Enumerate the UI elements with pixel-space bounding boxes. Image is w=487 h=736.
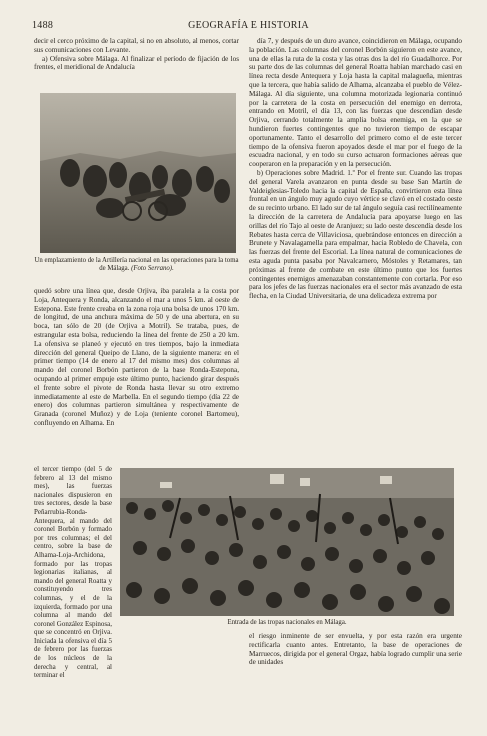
- malaga-entry-photo-image: [120, 468, 454, 616]
- running-head: GEOGRAFÍA E HISTORIA: [188, 20, 309, 31]
- paragraph: a) Ofensiva sobre Málaga. Al finalizar el período de fijación de los frentes, el meridional de Andalucía: [34, 54, 239, 72]
- artillery-photo: [40, 93, 236, 253]
- left-column-top: [34, 37, 239, 72]
- artillery-photo-caption: [34, 257, 239, 273]
- page-number: 1488: [32, 20, 54, 31]
- page-header: [32, 20, 465, 34]
- malaga-entry-photo: [120, 468, 454, 616]
- caption-text: Un emplazamiento de la Artillería nacional en las operaciones para la toma de Málaga.: [34, 257, 239, 272]
- paragraph: b) Operaciones sobre Madrid. 1.º Por el frente sur. Cuando las tropas del general Varela avanzaron en punta desde su base San Martín de Valdeiglesias-Toledo hacia la capital de España, convirtieron esta línea frontal en un ángulo muy agudo cuyo vértice se clavó en el costado oeste de su recinto urbano. El lado sur de tal ángulo seguía casi rectilíneamente la dirección de la carretera de Andalucía para apoyarse luego en las orillas del río Tajo al oeste de Aranjuez; su lado oeste descendía desde los Rebates hasta cerca de Villaviciosa, quebrándose entonces en dirección a Brunete y Navalagamella para empalmar, hacia Robledo de Chavela, con las fuerzas del frente del Escorial. La línea natural de comunicaciones de esta aguda punta pasaba por Navalcarnero, Móstoles y Retamares, tan próximas al frente de combate en este último punto que los fuertes contingentes enemigos amenazaban constantemente con cortarla. Por eso para los jefes de las fuerzas nacionales era el sector más avanzado de esta flecha, en la Ciudad Universitaria, de una delicadeza extrema por: [249, 168, 462, 301]
- paragraph: quedó sobre una línea que, desde Orjiva, iba paralela a la costa por Loja, Antequera y Ronda, alcanzando el mar a unos 5 km. al oeste de Estepona. Este frente creaba en la zona roja una bolsa de unos 170 km. de longitud, de una anchura máxima de 50 y de una abertura, en su boca, tan sólo de 20 (de Orjiva a Motril). Se trataba, pues, de estrangular esta bolsa, reduciendo la línea del frente de 250 a 20 km. La ofensiva se planeó y ejecutó en tres tiempos, bajo la inmediata dirección del general Queipo de Llano, de la siguiente manera: en el primer tiempo (14 de enero al 17 del mismo mes) dos columnas al mando del coronel Borbón partieron de la base Ronda-Estepona, ocupando al primer empuje este último punto, haciendo girar después el frente sobre el pivote de Ronda hasta llevar su otro extremo inmediatamente al este de Marbella. En el segundo tiempo (día 22 de enero) dos columnas partieron simultánea y respectivamente de Granada (coronel Muñoz) y de Loja (teniente coronel Bartomeu), confluyendo en Alhama. En: [34, 287, 239, 427]
- paragraph: decir el cerco próximo de la capital, si no en absoluto, al menos, cortar sus comunicaciones con Levante.: [34, 37, 239, 54]
- malaga-entry-photo-caption: [120, 619, 454, 627]
- paragraph: día 7, y después de un duro avance, coincidieron en Málaga, ocupando la población. Las columnas del coronel Borbón siguieron en este avance, una de ellas la ruta de la costa y las otras dos la del río Guadalhorce. Por su parte dos de las columnas del general Roatta habían marchado casi en línea recta desde Antequera y Loja hasta la capital malagueña, mientras que la tercera, que había salido de Alhama, alcanzaba el pueblo de Vélez-Málaga. Al día siguiente, una columna motorizada legionaria continuó por la carretera de la costa en persecución del enemigo en derrota, entrando en Motril, el día 13, con las fuerzas que descendían desde Orjiva, cerrando totalmente la amplia bolsa enemiga, en la que se hundieron fuertes contingentes que no tuvieron tiempo de escapar oportunamente. Tanto el desarrollo del primero como el de este tercer tiempo de la ofensiva fueron apoyados desde el mar por el fuego de la escuadra nacional, y en todo su curso actuaron formaciones aéreas que cooperaron en la preparación y en la persecución.: [249, 37, 462, 169]
- left-column-bottom-narrow: [34, 465, 112, 680]
- artillery-photo-image: [40, 93, 236, 253]
- right-column-top: [249, 37, 462, 301]
- caption-text: Entrada de las tropas nacionales en Málaga.: [227, 619, 347, 626]
- right-column-bottom: [249, 632, 462, 667]
- paragraph: el riesgo inminente de ser envuelta, y por esta razón era urgente rectificarla cuanto antes. Entretanto, la base de operaciones de Marruecos, dirigida por el general Orgaz, había logrado cumplir una serie de unidades: [249, 632, 462, 667]
- paragraph: el tercer tiempo (del 5 de febrero al 13 del mismo mes), las fuerzas nacionales dispusieron en tres sectores, desde la base Peñarrubia-Ronda-Antequera, al mando del coronel Borbón y formado por tres columnas; el del centro, sobre la base de Alhama-Loja-Archidona, formado por las tropas legionarias italianas, al mando del general Roatta y constituyendo tres columnas, y el de la izquierda, formado por una columna al mando del coronel González Espinosa, que se concentró en Orjiva. Iniciada la ofensiva el día 5 de febrero por las fuerzas de los núcleos de la derecha y central, al terminar el: [34, 465, 112, 680]
- caption-credit: (Foto Serrano).: [131, 265, 174, 272]
- left-column-middle: [34, 287, 239, 428]
